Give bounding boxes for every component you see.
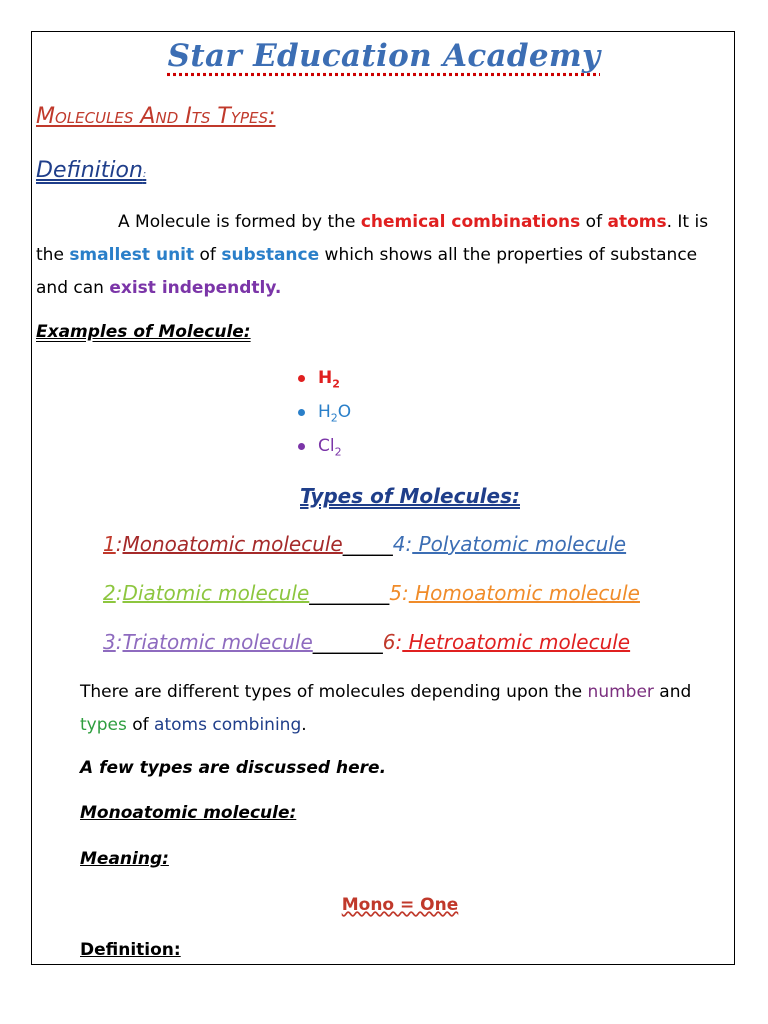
example-subscript: 2 [332, 377, 340, 391]
paragraph-segment: . [301, 715, 307, 735]
example-base: H [318, 368, 333, 388]
paragraph-segment: atoms combining [154, 715, 302, 735]
definition-paragraph [36, 206, 726, 305]
definition-segment: A Molecule is formed by the [118, 212, 361, 232]
monoatomic-heading: Monoatomic molecule: [80, 803, 297, 823]
types-row [103, 581, 640, 605]
bullet-icon [298, 443, 305, 450]
type-label: Monoatomic molecule [122, 532, 343, 556]
type-label: Diatomic molecule [122, 581, 310, 605]
molecules-heading: Molecules And Its Types: [36, 104, 276, 129]
type-label: Hetroatomic molecule [402, 630, 631, 654]
definition-segment: chemical combinations [360, 212, 581, 232]
type-label: Polyatomic molecule [412, 532, 627, 556]
definition-segment: atoms [607, 212, 667, 232]
paragraph-segment: and [653, 682, 692, 702]
type-number: 5 [389, 581, 403, 605]
meaning-heading: Meaning: [80, 849, 169, 869]
type-dash: _____ [342, 532, 393, 556]
definition-segment: exist independtly [109, 278, 275, 298]
type-label: Triatomic molecule [122, 630, 313, 654]
definition-heading [36, 158, 146, 183]
definition-heading-2: Definition: [80, 940, 181, 960]
definition-segment: smallest unit [69, 245, 195, 265]
type-dash: ________ [309, 581, 390, 605]
type-separator: : [115, 581, 123, 605]
types-row [103, 630, 630, 654]
type-separator: : [115, 532, 123, 556]
paragraph-segment: of [126, 715, 155, 735]
example-subscript: 2 [334, 445, 342, 459]
type-separator: : [115, 630, 123, 654]
type-number: 4 [392, 532, 406, 556]
different-types-paragraph [80, 676, 730, 742]
type-dash: _______ [312, 630, 383, 654]
example-tail: O [337, 402, 352, 422]
academy-title: Star Education Academy [167, 38, 601, 74]
bullet-icon [298, 375, 305, 382]
example-subscript: 2 [330, 411, 338, 425]
type-separator: : [405, 532, 413, 556]
paragraph-segment: number [587, 682, 654, 702]
few-types-line: A few types are discussed here. [80, 758, 387, 778]
type-label: Homoatomic molecule [408, 581, 640, 605]
paragraph-segment: There are different types of molecules depending upon the [80, 682, 588, 702]
example-base: H [318, 402, 331, 422]
mono-equals-one: Mono = One [341, 895, 459, 915]
type-number: 3 [103, 630, 116, 654]
examples-heading: Examples of Molecule: [36, 322, 251, 342]
type-number: 6 [382, 630, 396, 654]
definition-segment: of [580, 212, 608, 232]
example-base: Cl [318, 436, 335, 456]
type-number: 2 [103, 581, 116, 605]
definition-segment: . [274, 278, 282, 298]
type-number: 1 [103, 532, 116, 556]
type-separator: : [395, 630, 403, 654]
bullet-icon [298, 409, 305, 416]
type-separator: : [402, 581, 409, 605]
definition-heading-colon: : [142, 169, 147, 180]
types-heading: Types of Molecules: [300, 484, 520, 508]
definition-segment: which shows all the properties of substance and can [36, 245, 698, 298]
definition-segment: substance [221, 245, 320, 265]
paragraph-segment: types [80, 715, 127, 735]
types-row [103, 532, 626, 556]
example-item [298, 402, 351, 424]
example-item [298, 368, 340, 390]
definition-segment: of [194, 245, 222, 265]
example-item [298, 436, 342, 458]
definition-segment: . It is the [36, 212, 709, 265]
definition-heading-text: Definition [36, 158, 143, 183]
